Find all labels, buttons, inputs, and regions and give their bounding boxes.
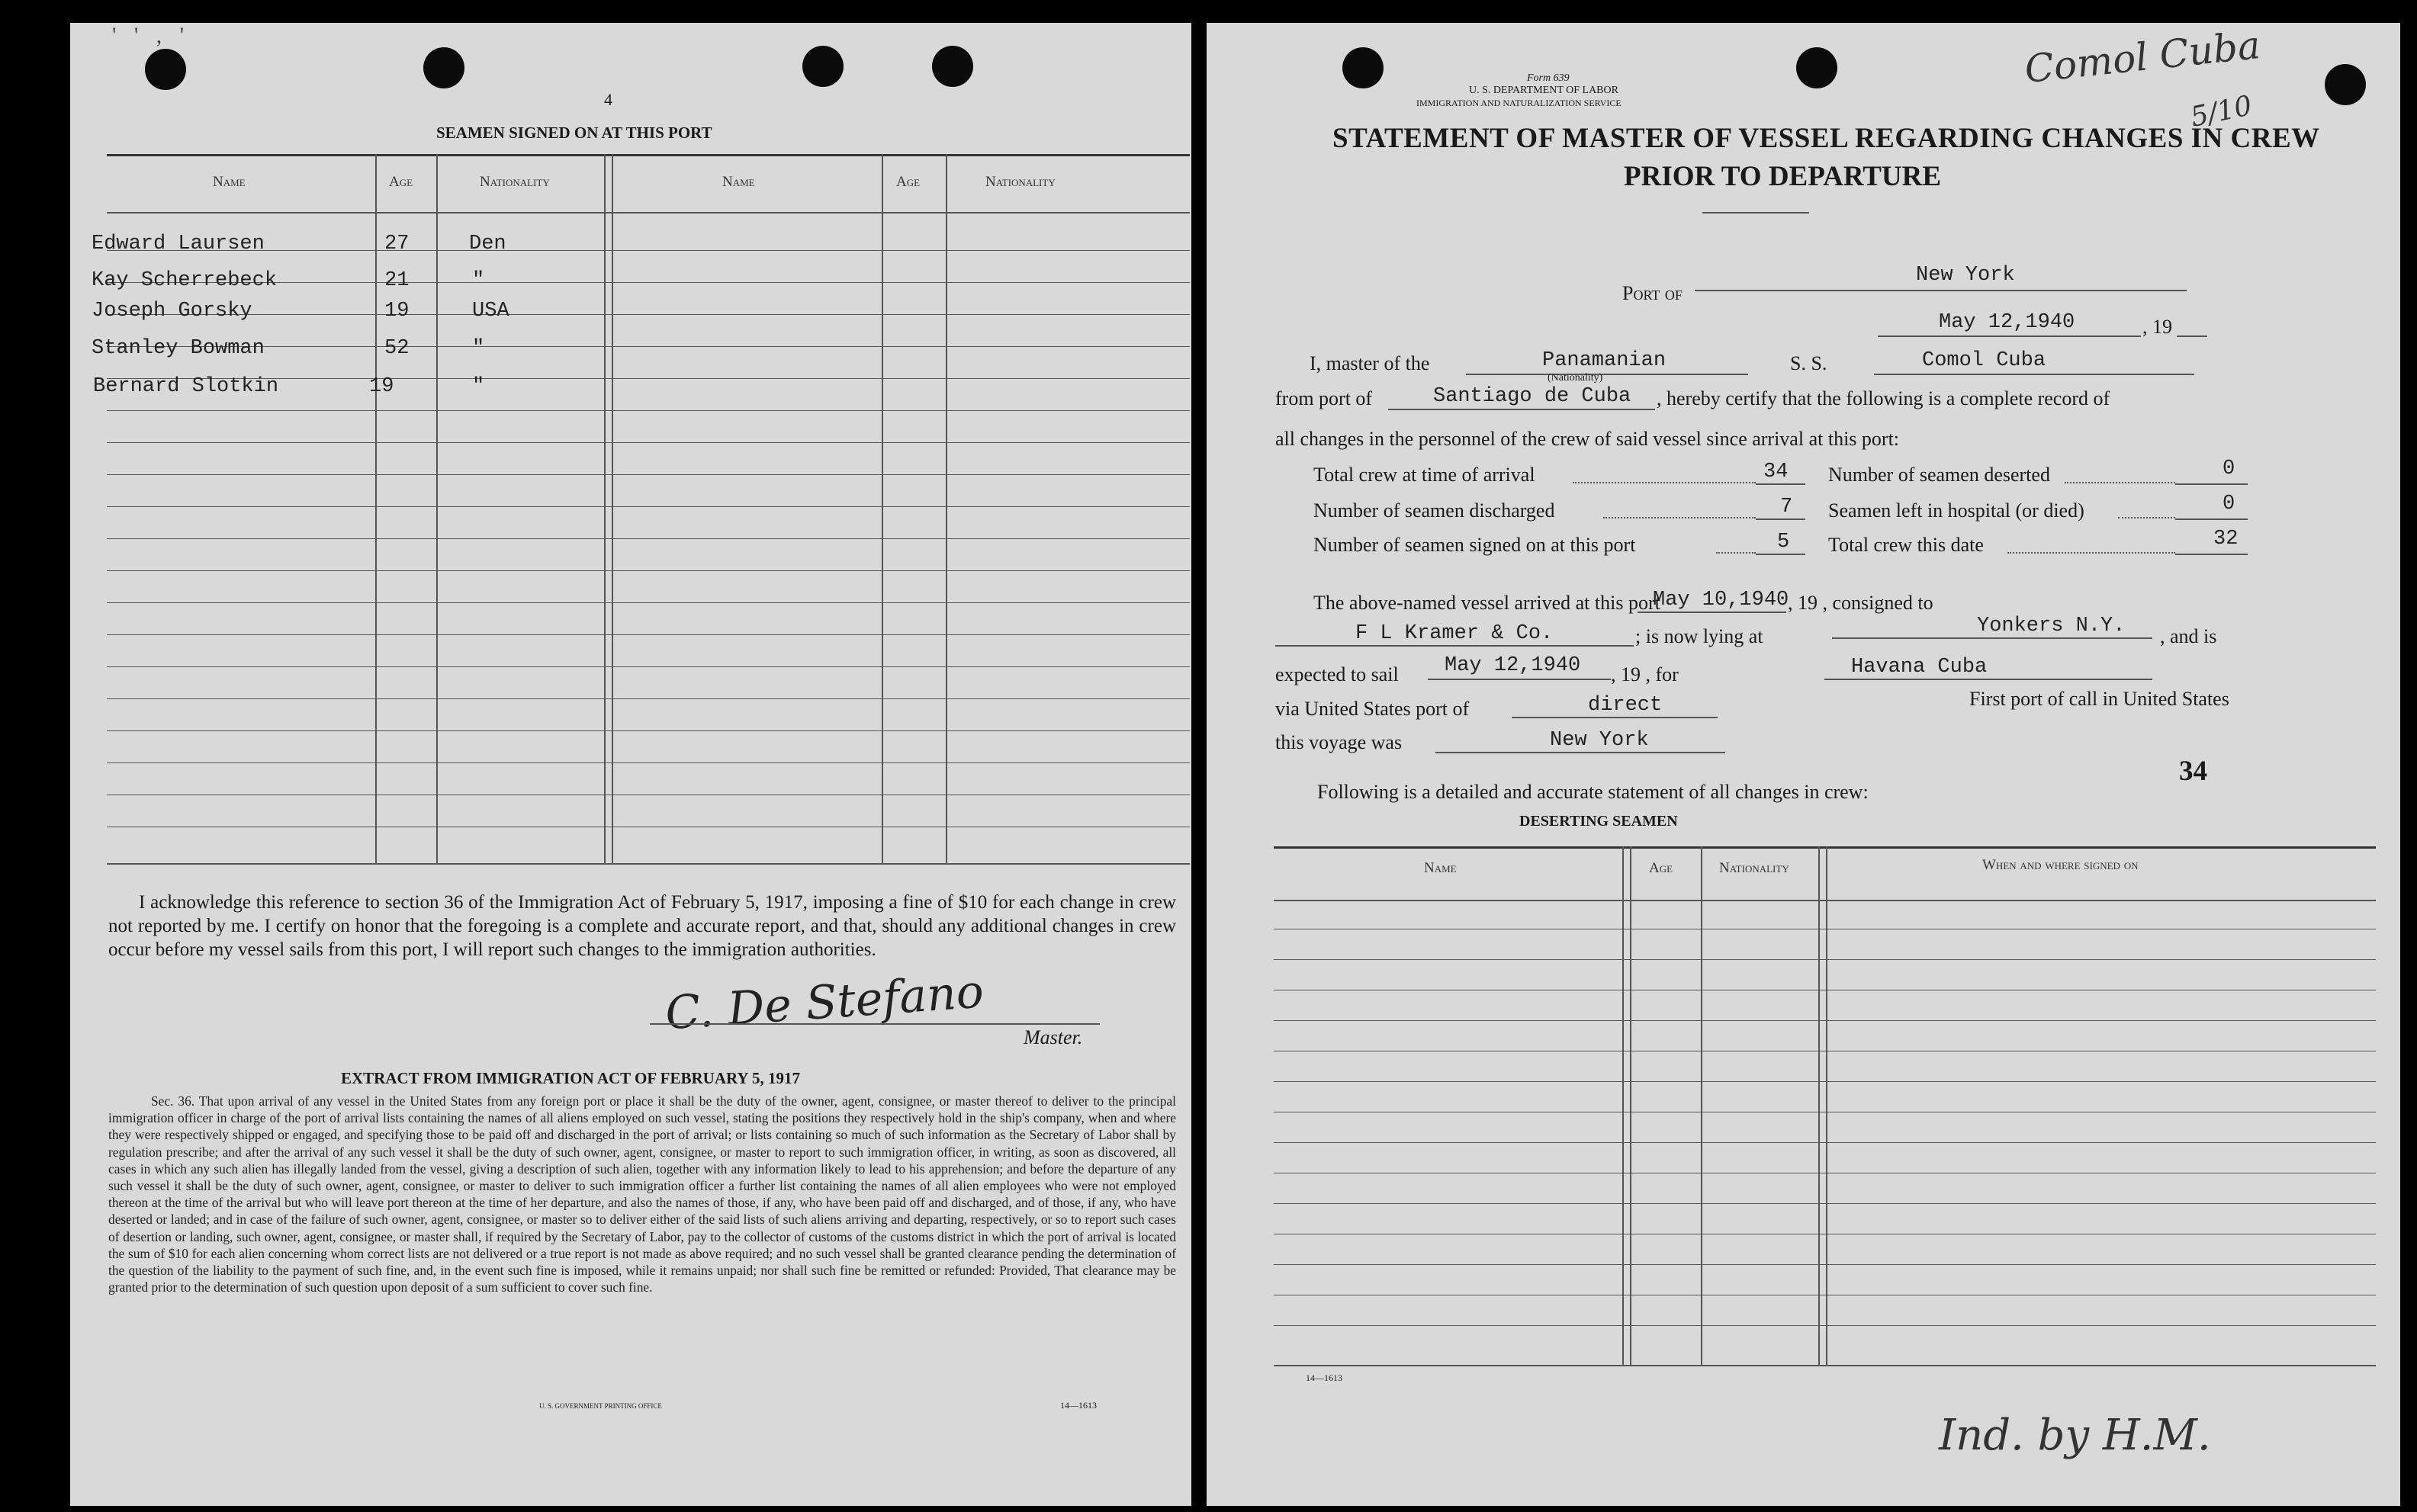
- via-value: direct: [1588, 694, 1663, 717]
- voyage-label: this voyage was: [1275, 731, 1403, 753]
- punch-hole: [932, 46, 973, 87]
- punch-hole: [1796, 47, 1837, 88]
- signed-on-label: Number of seamen signed on at this port: [1313, 534, 1636, 556]
- table-top-rule: [107, 154, 1190, 156]
- handwritten-number: 5/10: [2187, 90, 2255, 133]
- col-name-2: Name: [722, 174, 755, 190]
- department: U. S. DEPARTMENT OF LABOR: [1469, 85, 1618, 96]
- following-text: Following is a detailed and accurate statement of all changes in crew:: [1317, 781, 1869, 803]
- section-title: SEAMEN SIGNED ON AT THIS PORT: [436, 124, 712, 142]
- punch-hole: [423, 47, 464, 88]
- from-port-label: from port of: [1275, 387, 1373, 409]
- date-suffix: , 19: [2142, 316, 2172, 338]
- total-crew-date-label: Total crew this date: [1828, 534, 1984, 556]
- total-crew-arrival-label: Total crew at time of arrival: [1313, 464, 1535, 486]
- seaman-nationality: USA: [472, 300, 509, 323]
- port-value: New York: [1916, 264, 2015, 287]
- form-number: Form 639: [1527, 72, 1570, 84]
- seaman-age: 21: [384, 269, 410, 292]
- arrived-date: May 10,1940: [1653, 589, 1789, 612]
- total-crew-date-value: 32: [2213, 528, 2239, 551]
- master-label: Master.: [1024, 1026, 1083, 1048]
- seaman-age: 27: [384, 233, 410, 255]
- for-label: , 19 , for: [1611, 663, 1679, 685]
- deserted-label: Number of seamen deserted: [1828, 464, 2050, 486]
- from-port-value: Santiago de Cuba: [1433, 385, 1631, 408]
- hospital-label: Seamen left in hospital (or died): [1828, 499, 2084, 522]
- seaman-name: Joseph Gorsky: [92, 300, 252, 323]
- form-title-line1: STATEMENT OF MASTER OF VESSEL REGARDING CHANGES IN CREW: [1332, 123, 2320, 154]
- first-port-label: First port of call in United States: [1969, 688, 2229, 710]
- deserting-col-name: Name: [1424, 860, 1457, 876]
- first-port-value: New York: [1550, 729, 1649, 752]
- punch-hole: [2325, 64, 2366, 105]
- seaman-name: Bernard Slotkin: [93, 375, 279, 398]
- table-header-rule: [107, 212, 1190, 213]
- arrived-label: The above-named vessel arrived at this port: [1313, 592, 1660, 614]
- left-page: [70, 23, 1191, 1506]
- seaman-nationality: ": [472, 337, 485, 360]
- date-value: May 12,1940: [1939, 311, 2075, 334]
- nationality-value: Panamanian: [1542, 349, 1667, 372]
- nationality-caption: (Nationality): [1548, 372, 1603, 384]
- col-nationality: Nationality: [480, 174, 550, 190]
- seaman-nationality: Den: [469, 233, 506, 255]
- deserting-col-age: Age: [1649, 860, 1673, 876]
- discharged-label: Number of seamen discharged: [1313, 499, 1555, 522]
- extract-title: EXTRACT FROM IMMIGRATION ACT OF FEBRUARY 5, 1917: [341, 1069, 801, 1087]
- master-signature: C. De Stefano: [664, 965, 986, 1041]
- total-crew-arrival-value: 34: [1763, 461, 1789, 483]
- big-number: 34: [2179, 756, 2207, 787]
- ss-label: S. S.: [1790, 352, 1827, 374]
- seaman-name: Edward Laursen: [92, 233, 265, 255]
- seaman-nationality: ": [472, 375, 485, 398]
- form-title-line2: PRIOR TO DEPARTURE: [1624, 161, 1942, 192]
- master-of-label: I, master of the: [1310, 352, 1430, 374]
- and-is-label: , and is: [2160, 625, 2217, 647]
- printer-mark: U. S. GOVERNMENT PRINTING OFFICE: [539, 1402, 662, 1410]
- consignee-value: F L Kramer & Co.: [1355, 622, 1554, 645]
- col-age-2: Age: [896, 174, 921, 190]
- corner-marks: ' ' , ': [112, 23, 191, 48]
- discharged-value: 7: [1780, 496, 1793, 518]
- consigned-label: , 19 , consigned to: [1788, 592, 1933, 614]
- vessel-name: Comol Cuba: [1922, 349, 2046, 372]
- punch-hole: [145, 49, 186, 90]
- lying-label: ; is now lying at: [1635, 625, 1763, 647]
- seaman-name: Kay Scherrebeck: [92, 269, 278, 292]
- col-nationality-2: Nationality: [985, 174, 1056, 190]
- lying-value: Yonkers N.Y.: [1977, 615, 2126, 637]
- certify-text: , hereby certify that the following is a complete record of: [1657, 387, 2110, 409]
- signed-on-value: 5: [1777, 531, 1790, 554]
- punch-hole: [802, 46, 844, 87]
- deserting-title: DESERTING SEAMEN: [1519, 813, 1678, 830]
- right-page: [1207, 23, 2400, 1506]
- punch-hole: [1342, 47, 1384, 88]
- seaman-age: 19: [384, 300, 410, 323]
- handwritten-initials: Ind. by H.M.: [1939, 1411, 2211, 1460]
- port-of-label: Port of: [1622, 282, 1683, 304]
- seaman-age: 52: [384, 337, 410, 360]
- deserting-col-signed-on: When and where signed on: [1982, 857, 2139, 873]
- expected-label: expected to sail: [1275, 663, 1399, 685]
- seaman-name: Stanley Bowman: [92, 337, 265, 360]
- seaman-nationality: ": [472, 269, 485, 292]
- hospital-value: 0: [2223, 493, 2235, 515]
- extract-text: Sec. 36. That upon arrival of any vessel in the United States from any foreign port or place it shall be the duty of the owner, agent, consignee, or master thereof to deliver to the principal immigration officer in charge of the port of arrival lists containing the names of all aliens employed on such vessel, stating the positions they respectively hold in the ship's company, when and where they were respectively shipped or engaged, and specifying those to be paid off and discharged in the port of arrival; or lists containing so much of such information as the Secretary of Labor shall by regulation prescribe; and after the arrival of any such vessel it shall be the duty of such owner, agent, consignee, or master to report to such immigration officer, in writing, as soon as discovered, all cases in which any such alien has illegally landed from the vessel, giving a description of such alien, together with any information likely to lead to his apprehension; and before the departure of any such vessel it shall be the duty of such owner, agent, consignee, or master to deliver to such immigration officer a further list containing the names of all alien employees who were not employed thereon at the time of the arrival but who will leave port thereon at the time of her departure, and also the names of those, if any, who have been paid off and discharged, and of those, if any, who have deserted or landed; and in case of the failure of such owner, agent, consignee, or master so to deliver either of the said lists of such aliens arriving and departing, respectively, or so to report such cases of desertion or landing, such owner, agent, consignee, or master shall, if required by the Secretary of Labor, pay to the collector of customs of the customs district in which the port of arrival is located the sum of $10 for each alien concerning whom correct lists are not delivered or a true report is not made as above required; and no such vessel shall be granted clearance pending the determination of the question of the liability to the payment of such fine, and, in the event such fine is imposed, while it remains unpaid; nor shall such fine be remitted or refunded: Provided, That clearance may be granted prior to the determination of such question upon deposit of a sum sufficient to cover such fine.: [108, 1093, 1176, 1295]
- form-code: 14—1613: [1306, 1372, 1342, 1383]
- destination-value: Havana Cuba: [1851, 656, 1988, 679]
- changes-text: all changes in the personnel of the crew of said vessel since arrival at this port:: [1275, 428, 1900, 450]
- seaman-age: 19: [369, 375, 394, 398]
- service-name: IMMIGRATION AND NATURALIZATION SERVICE: [1416, 98, 1622, 108]
- col-age: Age: [389, 174, 413, 190]
- form-code: 14—1613: [1060, 1400, 1097, 1411]
- sail-date: May 12,1940: [1445, 654, 1581, 677]
- page-number: 4: [604, 90, 612, 109]
- via-label: via United States port of: [1275, 698, 1470, 720]
- acknowledgement-text: I acknowledge this reference to section 36 of the Immigration Act of February 5, 1917, imposing a fine of $10 for each change in crew not reported by me. I certify on honor that the foregoing is a complete and accurate report, and that, should any additional changes in crew occur before my vessel sails from this port, I will report such changes to the immigration authorities.: [108, 892, 1176, 960]
- deserted-value: 0: [2223, 457, 2235, 480]
- col-name: Name: [213, 174, 246, 190]
- handwritten-vessel: Comol Cuba: [2022, 23, 2263, 92]
- deserting-col-nationality: Nationality: [1719, 860, 1789, 876]
